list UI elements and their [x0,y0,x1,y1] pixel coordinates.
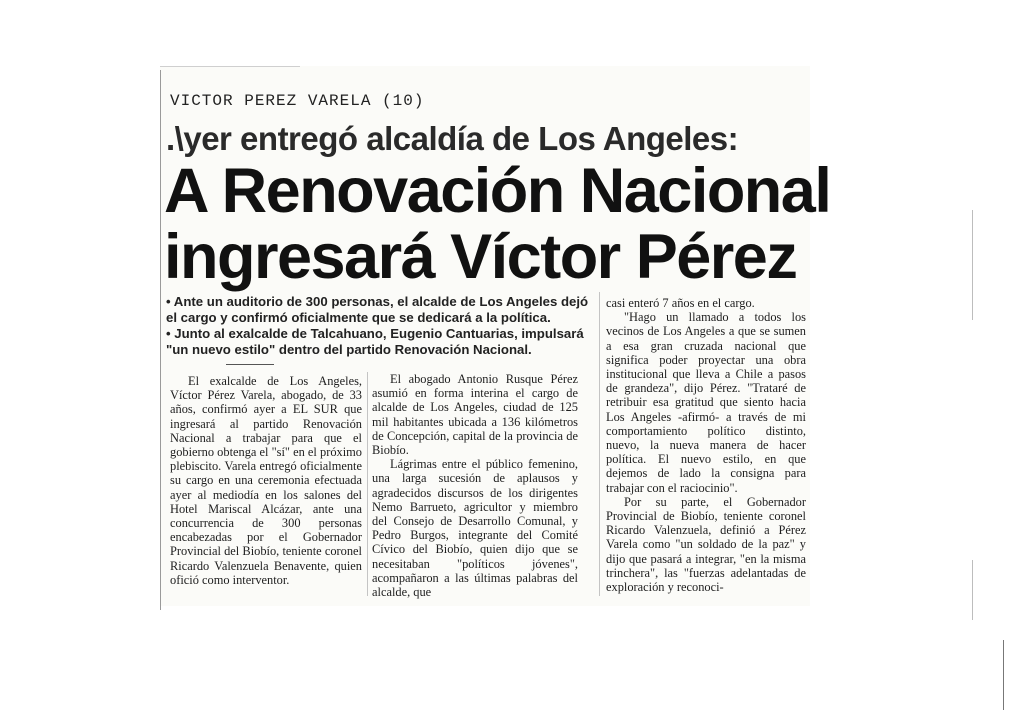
deck-divider [226,364,274,365]
column-paragraph: Por su parte, el Gobernador Provincial de Biobío, teniente coronel Ricardo Valenzuela, definió a Pérez Varela como "un soldado de la paz" y dijo que pasará a integrar, "en la misma trinchera", las "fuerzas adelantadas de exploración y reconoci- [606,494,806,595]
deck-bullet-1: • Ante un auditorio de 300 personas, el alcalde de Los Angeles dejó el cargo y confirmó oficialmente que se dedicará a la política. [166,294,589,325]
article-column-3 [606,296,806,594]
column-separator [367,372,368,596]
scan-edge-mark [972,560,973,620]
clipping-top-edge [160,66,300,67]
scan-edge-mark [1003,640,1004,710]
headline-line-2: ingresará Víctor Pérez [164,222,797,292]
main-headline [164,156,831,292]
article-column-1 [170,374,362,587]
typed-name-tag: VICTOR PEREZ VARELA (10) [170,92,425,110]
scan-edge-mark [972,210,973,320]
column-paragraph: El abogado Antonio Rusque Pérez asumió en forma interina el cargo de alcalde de Los Angeles, ciudad de 125 mil habitantes ubicada a 136 kilómetros de Concepción, capital de la provincia de Biobío. [372,372,578,458]
column-paragraph: El exalcalde de Los Angeles, Víctor Pérez Varela, abogado, de 33 años, confirmó ayer a EL SUR que ingresará al partido Renovación Nacional a trabajar para que el gobierno obtenga el "sí" en el próximo plebiscito. Varela entregó oficialmente su cargo en una ceremonia efectuada ayer al mediodía en los salones del Hotel Mariscal Alcázar, ante una concurrencia de 300 personas encabezadas por el Gobernador Provincial del Biobío, teniente coronel Ricardo Valenzuela Benavente, quien ofició como interventor. [170,374,362,587]
summary-deck [166,294,600,358]
column-paragraph: Lágrimas entre el público femenino, una larga sucesión de aplausos y agradecidos discursos de los dirigentes Nemo Barrueto, agricultor y miembro del Consejo de Desarrollo Comunal, y Pedro Burgos, integrante del Comité Cívico del Biobío, quien dijo que se necesitaban "políticos jóvenes", acompañaron a las últimas palabras del alcalde, que [372,457,578,600]
headline-line-1: A Renovación Nacional [164,156,831,226]
column-separator [599,292,600,596]
clipping-left-edge [160,70,161,610]
column-paragraph: casi enteró 7 años en el cargo. [606,296,755,310]
headline-kicker: .\yer entregó alcaldía de Los Angeles: [166,120,739,157]
column-paragraph: "Hago un llamado a todos los vecinos de Los Angeles a que se sumen a esa gran cruzada nacional que significa poder proyectar una obra institucional que lleva a Chile a pasos de grandeza", dijo Pérez. "Trataré de retribuir esa gratitud que siento hacia Los Angeles -afirmó- a través de mi comportamiento político distinto, nuevo, la nueva manera de hacer política. El nuevo estilo, en que dejemos de lado la consigna para trabajar con el raciocinio". [606,310,806,495]
article-column-2 [372,372,578,599]
deck-bullet-2: • Junto al exalcalde de Talcahuano, Eugenio Cantuarias, impulsará "un nuevo estilo" dentro del partido Renovación Nacional. [166,326,584,357]
